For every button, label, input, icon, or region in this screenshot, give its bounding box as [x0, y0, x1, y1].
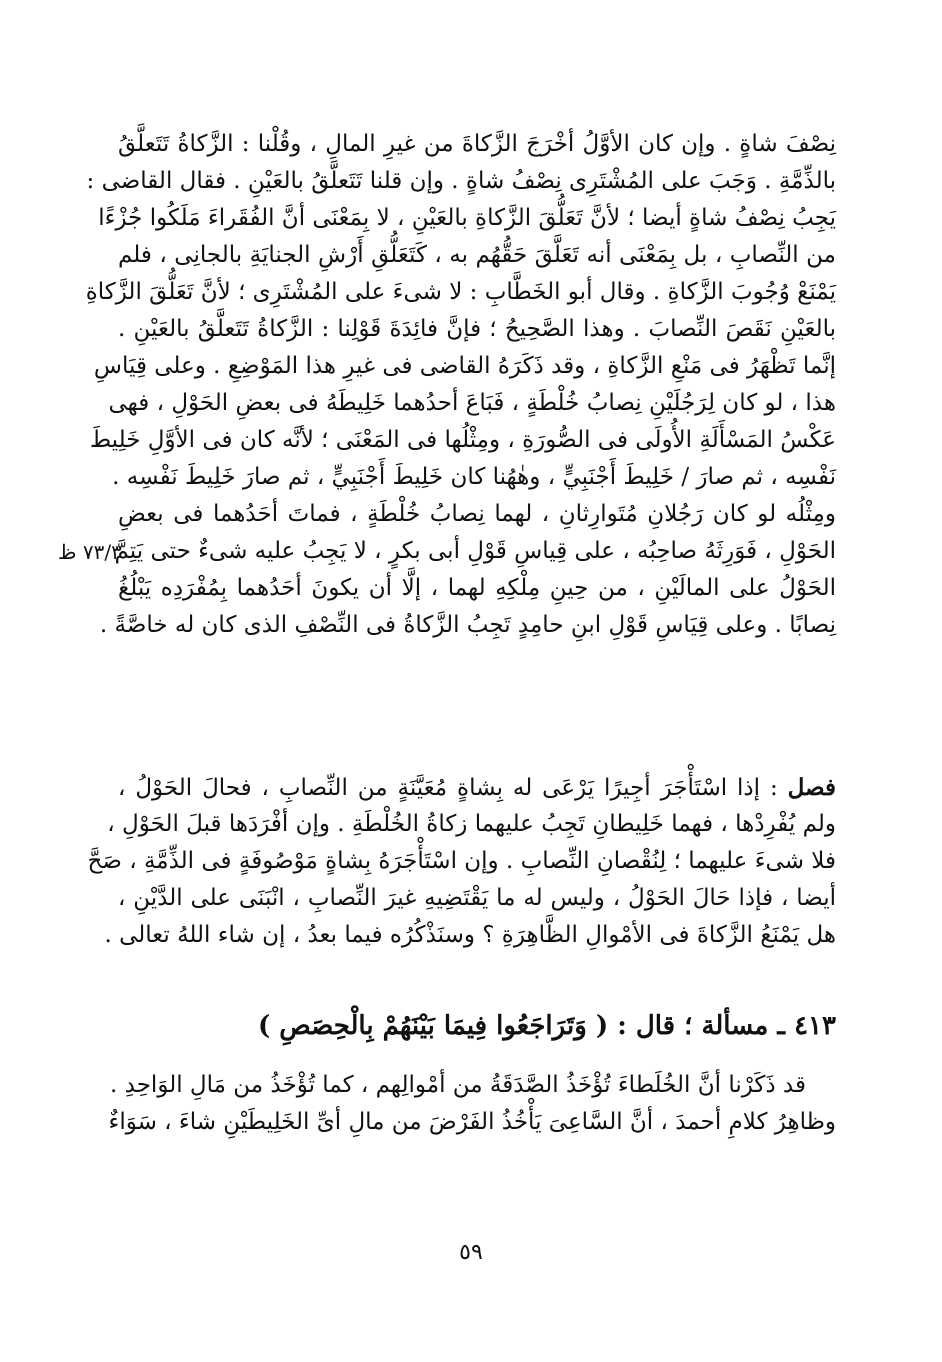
text-line: يَمْنَعْ وُجُوبَ الزَّكاةِ . وقال أبو الخَطَّابِ : لا شىءَ على المُشْتَرِى ؛ لأنَّ تَعَلُّقَ الزَّكاةِ	[85, 279, 836, 305]
text-line: الحَوْلِ ، فَوَرِثَهُ صاحِبُه ، على قِياسِ قَوْلِ أبى بكرٍ ، لا يَجِبُ عليه شىءٌ حتى يَتِمَّ	[114, 538, 836, 564]
text-line: نِصابًا . وعلى قِيَاسِ قَوْلِ ابنِ حامِدٍ تَجِبُ الزَّكاةُ فى النِّصْفِ الذى كان له خاصَّةً .	[99, 612, 836, 638]
text-line: عَكْسُ المَسْأَلَةِ الأُولَى فى الصُّورَةِ ، ومِثْلُها فى المَعْنَى ؛ لأنَّه كان فى الأوَّلِ خَلِيطَ	[89, 427, 836, 453]
paragraph-3	[108, 1072, 836, 1148]
text-line: إنَّما تَظْهَرُ فى مَنْعِ الزَّكاةِ ، وقد ذَكَرَهُ القاضى فى غيرِ هذا المَوْضِعِ . وعلى قِيَاسِ	[93, 353, 836, 379]
text-line: من النِّصابِ ، بل بِمَعْنَى أنه تَعَلَّقَ حَقُّهُم به ، كَتَعَلُّقِ أَرْشِ الجنايَةِ بالجانِى ، فلم	[118, 242, 836, 268]
text-line: يَجِبُ نِصْفُ شاةٍ أيضا ؛ لأنَّ تَعَلُّقَ الزَّكاةِ بالعَيْنِ ، لا بِمَعْنَى أنَّ الفُقَراءَ مَلَكُوا جُزْءًا	[98, 205, 836, 231]
section-number: ٤١٣	[794, 1011, 836, 1041]
fasl-first-line-text: : إذا اسْتَأْجَرَ أجِيرًا يَرْعَى له بِشاةٍ مُعَيَّنَةٍ من النِّصابِ ، فحالَ الحَوْلُ ،	[118, 775, 778, 801]
text-line: أيضا ، فإذا حَالَ الحَوْلُ ، وليس له ما يَقْتَضِيهِ غيرَ النِّصابِ ، انْبَنَى على الدَّيْنِ ،	[118, 885, 836, 911]
text-line: بالعَيْنِ نَقَصَ النِّصابَ . وهذا الصَّحِيحُ ؛ فإنَّ فائِدَةَ قَوْلِنا : الزَّكاةُ تَتَعلَّقُ بالعَيْنِ .	[118, 316, 836, 342]
text-line: ومِثْلُه لو كان رَجُلانِ مُتَوارِثانِ ، لهما نِصابُ خُلْطَةٍ ، فماتَ أحَدُهما فى بعضِ	[118, 501, 836, 527]
text-line	[118, 776, 836, 812]
text-line: الحَوْلُ على المالَيْنِ ، من حِينِ مِلْكِهِ لهما ، إلَّا أن يكونَ أحَدُهما بِمُفْرَدِه يَبْلُغُ	[118, 575, 836, 601]
text-line: بالذِّمَّةِ . وَجَبَ على المُشْتَرِى نِصْفُ شاةٍ . وإن قلنا تَتَعلَّقُ بالعَيْنِ . فقال القاضى :	[86, 168, 836, 194]
text-line: نَفْسِه ، ثم صارَ / خَلِيطَ أَجْنَبِيٍّ ، وهٰهُنا كان خَلِيطَ أَجْنَبِيٍّ ، ثم صارَ خَلِيطَ نَفْسِه .	[112, 464, 836, 490]
text-line: قد ذَكَرْنا أنَّ الخُلَطاءَ تُؤْخَذُ الصَّدَقَةُ من أمْوالِهم ، كما تُؤْخَذُ من مَالِ الوَاحِدِ .	[110, 1072, 806, 1098]
text-line: نِصْفَ شاةٍ . وإن كان الأوَّلُ أخْرَجَ الزَّكاةَ من غيرِ المالِ ، وقُلْنا : الزَّكاةُ تَتَعلَّقُ	[118, 131, 836, 157]
text-line: هل يَمْنَعُ الزَّكاةَ فى الأمْوالِ الظَّاهِرَةِ ؟ وسنَذْكُرُه فيما بعدُ ، إن شاء اللهُ تعالى .	[104, 922, 836, 948]
paragraph-2-fasl	[87, 774, 836, 961]
text-line: فلا شىءَ عليهما ؛ لِنُقْصانِ النِّصابِ . وإن اسْتَأْجَرَهُ بِشاةٍ مَوْصُوفَةٍ فى الذِّمَّةِ ، صَحَّ	[87, 848, 836, 874]
page-number: ٥٩	[459, 1240, 483, 1265]
text-line: هذا ، لو كان لِرَجُلَيْنِ نِصابُ خُلْطَةٍ ، فَبَاعَ أحدُهما خَلِيطَهُ فى بعضِ الحَوْلِ ، فهى	[108, 390, 836, 416]
margin-folio-note: ٧٣/٣ ظ	[58, 540, 122, 564]
section-heading	[106, 1011, 836, 1041]
text-line: وظاهِرُ كلامِ أحمدَ ، أنَّ السَّاعِىَ يَأْخُذُ الفَرْضَ من مالِ أىِّ الخَلِيطَيْنِ شاءَ ، سَوَاءٌ	[108, 1109, 836, 1135]
fasl-label: فصل	[787, 774, 836, 801]
section-title: ـ مسألة ؛ قال : ( وَتَرَاجَعُوا فِيمَا بَيْنَهُمْ بِالْحِصَصِ )	[257, 1011, 786, 1041]
text-line: ولم يُفْرِدْها ، فهما خَلِيطانِ تَجِبُ عليهما زكاةُ الخُلْطَةِ . وإن أفْرَدَها قبلَ الحَوْلِ ،	[107, 811, 836, 837]
